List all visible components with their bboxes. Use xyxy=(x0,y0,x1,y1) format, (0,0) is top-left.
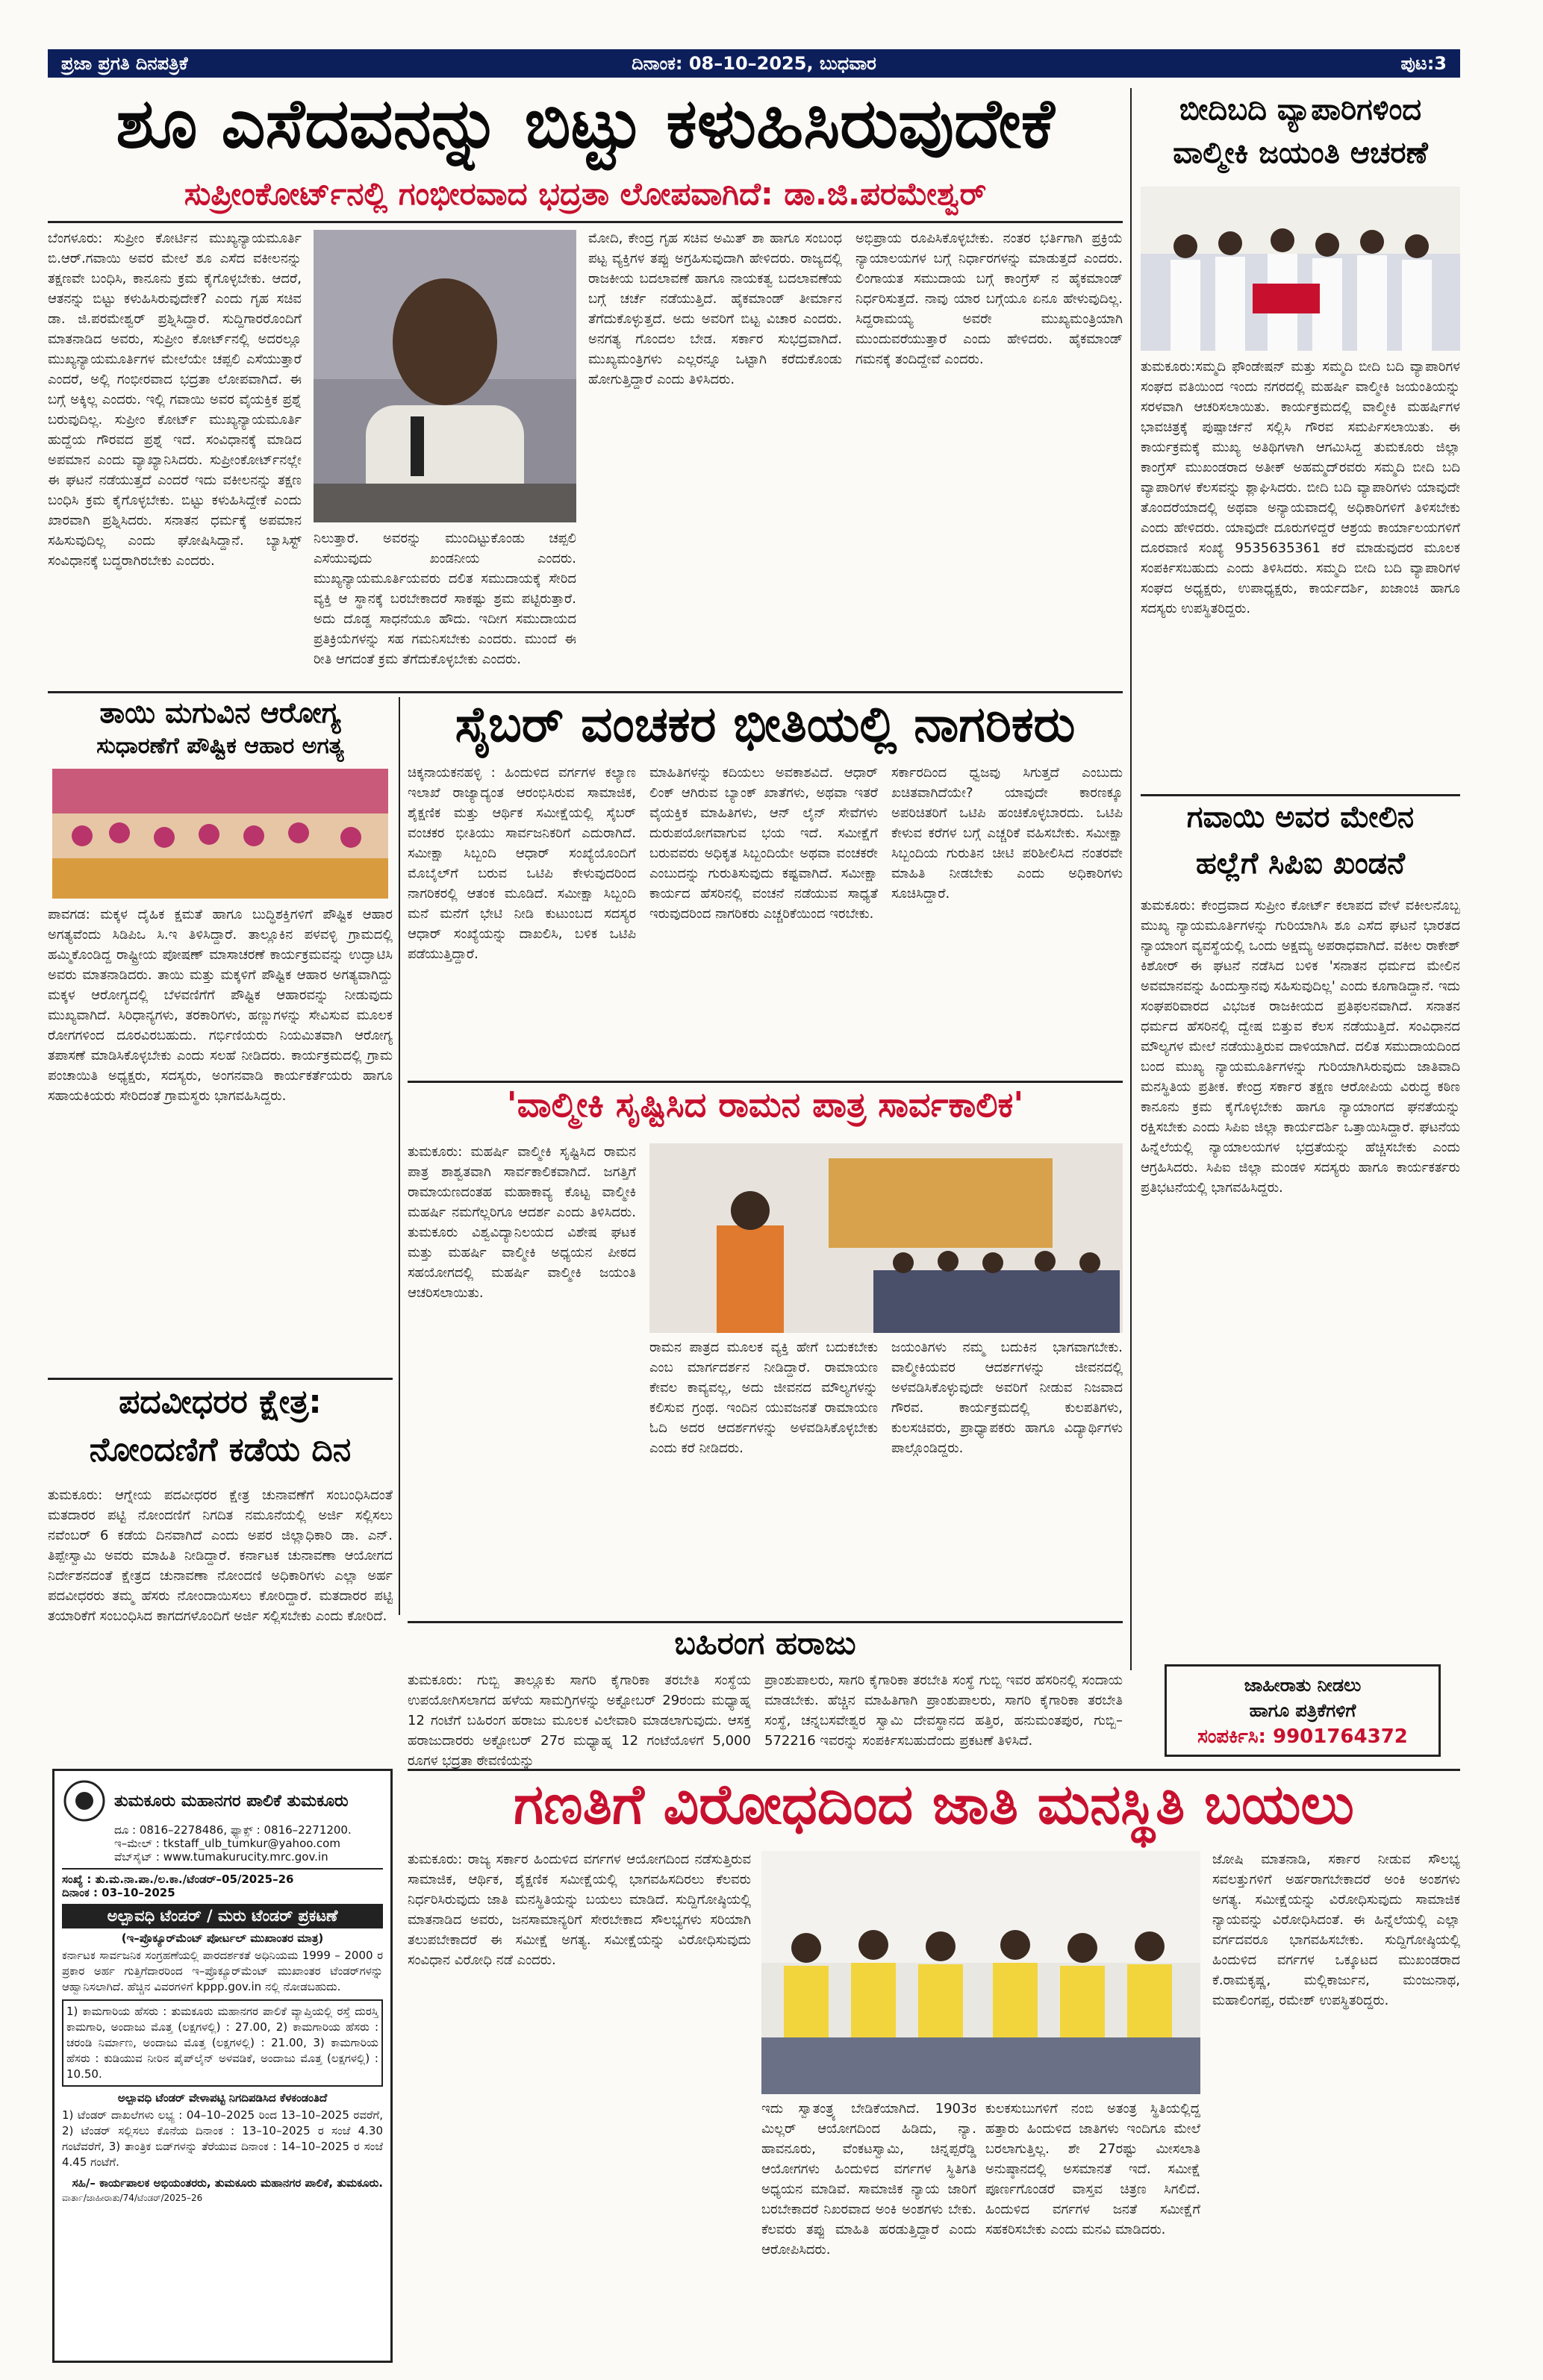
masthead-date: ದಿನಾಂಕ: 08–10–2025, ಬುಧವಾರ xyxy=(632,53,876,74)
advertise-line-1: ಜಾಹೀರಾತು ನೀಡಲು xyxy=(1244,1675,1362,1696)
lead-subhead: ಸುಪ್ರೀಂಕೋರ್ಟ್‌ನಲ್ಲಿ ಗಂಭೀರವಾದ ಭದ್ರತಾ ಲೋಪವಾಗಿದೆ: ಡಾ.ಜಿ.ಪರಮೇಶ್ವರ್ xyxy=(184,175,987,212)
graduates-headline-2: ನೋಂದಣಿಗೆ ಕಡೆಯ ದಿನ xyxy=(89,1431,352,1469)
tender-phone: ದೂ : 0816–2278486, ಫ್ಯಾಕ್ಸ್ : 0816–2271200. xyxy=(114,1823,352,1837)
right-column-rule xyxy=(1130,88,1132,1670)
mother-child-headline-1: ತಾಯಿ ಮಗುವಿನ ಆರೋಗ್ಯ xyxy=(99,696,341,729)
valmiki-column-2: ರಾಮನ ಪಾತ್ರದ ಮೂಲಕ ವ್ಯಕ್ತಿ ಹೇಗೆ ಬದುಕಬೇಕು ಎಂಬ ಮಾರ್ಗದರ್ಶನ ನೀಡಿದ್ದಾರೆ. ರಾಮಾಯಣ ಕೇವಲ ಕಾವ್ಯವಲ್ಲ, ಅದು ಜೀವನದ ಮೌಲ್ಯಗಳನ್ನು ಕಲಿಸುವ ಗ್ರಂಥ. ಇಂದಿನ ಯುವಜನತೆ ರಾಮಾಯಣ ಓದಿ ಅದರ ಆದರ್ಶಗಳನ್ನು ಅಳವಡಿಸಿಕೊಳ್ಳಬೇಕು ಎಂದು ಕರೆ ನೀಡಿದರು. xyxy=(649,1340,878,1456)
lead-photo xyxy=(314,230,576,522)
masthead-paper-name: ಪ್ರಜಾ ಪ್ರಗತಿ ದಿನಪತ್ರಿಕೆ xyxy=(61,53,188,74)
lead-rule xyxy=(48,221,1123,223)
rule-below-lead xyxy=(48,691,1123,693)
tender-signature: ಸಹಿ/– ಕಾರ್ಯಪಾಲಕ ಅಭಿಯಂತರರು, ತುಮಕೂರು ಮಹಾನಗರ ಪಾಲಿಕೆ, ತುಮಕೂರು. xyxy=(72,2176,383,2190)
university-event-image xyxy=(649,1143,1123,1333)
tender-ref: ಸಂಖ್ಯೆ : ತು.ಮ.ನಾ.ಪಾ./ಲ.ಕಾ./ಟೆಂಡರ್–05/2025–26 xyxy=(62,1873,294,1886)
lead-headline: ಶೂ ಎಸೆದವನನ್ನು ಬಿಟ್ಟು ಕಳುಹಿಸಿರುವುದೇಕೆ xyxy=(116,84,1055,163)
lead-column-2: ನಿಲುತ್ತಾರೆ. ಅವರನ್ನು ಮುಂದಿಟ್ಟುಕೊಂಡು ಚಪ್ಪಲಿ ಎಸೆಯುವುದು ಖಂಡನೀಯ ಎಂದರು. ಮುಖ್ಯನ್ಯಾಯಮೂರ್ತಿಯವರು ದಲಿತ ಸಮುದಾಯಕ್ಕೆ ಸೇರಿದ ವ್ಯಕ್ತಿ ಆ ಸ್ಥಾನಕ್ಕೆ ಬರಬೇಕಾದರೆ ಸಾಕಷ್ಟು ಶ್ರಮ ಪಟ್ಟಿರುತ್ತಾರೆ. ಅದು ದೊಡ್ಡ ಸಾಧನೆಯೂ ಹೌದು. ಇದೀಗ ಸಮುದಾಯದ ಪ್ರತಿಕ್ರಿಯೆಗಳನ್ನು ಸಹ ಗಮನಿಸಬೇಕು ಎಂದರು. ಮುಂದೆ ಈ ರೀತಿ ಆಗದಂತೆ ಕ್ರಮ ತೆಗೆದುಕೊಳ್ಳಬೇಕು ಎಂದರು. xyxy=(314,531,576,667)
tender-footer-code: ವಾರ್ತಾ/ಜಾಹೀರಾತು/74/ಟೆಂಡರ್/2025–26 xyxy=(62,2193,203,2203)
valmiki-quote-headline: 'ವಾಲ್ಮೀಕಿ ಸೃಷ್ಟಿಸಿದ ರಾಮನ ಪಾತ್ರ ಸಾರ್ವಕಾಲಿಕ' xyxy=(506,1084,1024,1125)
tender-schedule: 1) ಟೆಂಡರ್ ದಾಖಲೆಗಳು ಲಭ್ಯ : 04–10–2025 ರಿಂದ 13–10–2025 ರವರೆಗೆ, 2) ಟೆಂಡರ್ ಸಲ್ಲಿಸಲು ಕೊನೆಯ ದಿನಾಂಕ : 13–10–2025 ರ ಸಂಜೆ 4.30 ಗಂಟೆವರೆಗೆ, 3) ತಾಂತ್ರಿಕ ಬಿಡ್‌ಗಳನ್ನು ತೆರೆಯುವ ದಿನಾಂಕ : 14–10–2025 ರ ಸಂಜೆ 4.45 ಗಂಟೆಗೆ. xyxy=(62,2108,383,2169)
advertise-line-2: ಹಾಗೂ ಪತ್ರಿಕೆಗಳಿಗೆ xyxy=(1249,1700,1356,1721)
advertise-box xyxy=(1165,1664,1441,1757)
mother-child-photo xyxy=(52,769,388,899)
masthead-page-number: ಪುಟ:3 xyxy=(1400,53,1447,74)
valmiki-column-3: ಜಯಂತಿಗಳು ನಮ್ಮ ಬದುಕಿನ ಭಾಗವಾಗಬೇಕು. ವಾಲ್ಮೀಕಿಯವರ ಆದರ್ಶಗಳನ್ನು ಜೀವನದಲ್ಲಿ ಅಳವಡಿಸಿಕೊಳ್ಳುವುದೇ ಅವರಿಗೆ ನೀಡುವ ನಿಜವಾದ ಗೌರವ. ಕಾರ್ಯಕ್ರಮದಲ್ಲಿ ಕುಲಪತಿಗಳು, ಕುಲಸಚಿವರು, ಪ್ರಾಧ್ಯಾಪಕರು ಹಾಗೂ ವಿದ್ಯಾರ್ಥಿಗಳು ಪಾಲ್ಗೊಂಡಿದ್ದರು. xyxy=(891,1340,1123,1456)
cyber-headline: ಸೈಬರ್ ವಂಚಕರ ಭೀತಿಯಲ್ಲಿ ನಾಗರಿಕರು xyxy=(455,696,1076,753)
rule-above-caste xyxy=(408,1769,1460,1771)
cpi-body: ತುಮಕೂರು: ಕೇಂದ್ರವಾದ ಸುಪ್ರೀಂ ಕೋರ್ಟ್ ಕಲಾಪದ ವೇಳೆ ವಕೀಲನೊಬ್ಬ ಮುಖ್ಯ ನ್ಯಾಯಮೂರ್ತಿಗಳನ್ನು ಗುರಿಯಾಗಿಸಿ ಶೂ ಎಸೆದ ಘಟನೆ ಭಾರತದ ನ್ಯಾಯಾಂಗ ವ್ಯವಸ್ಥೆಯಲ್ಲಿ ಒಂದು ಅಕ್ಷಮ್ಯ ಅಪರಾಧವಾಗಿದೆ. ವಕೀಲ ರಾಕೇಶ್ ಕಿಶೋರ್ ಈ ಘಟನೆ ನಡೆಸಿದ ಬಳಿಕ 'ಸನಾತನ ಧರ್ಮದ ಮೇಲಿನ ಅವಮಾನವನ್ನು ಹಿಂದುಸ್ತಾನವು ಸಹಿಸುವುದಿಲ್ಲ' ಎಂದು ಕೂಗಾಡಿದ್ದಾನೆ. ಇದು ಸಂಘಪರಿವಾರದ ವಿಭಜಕ ರಾಜಕೀಯದ ಪ್ರತಿಫಲನವಾಗಿದೆ. ಸನಾತನ ಧರ್ಮದ ಹೆಸರಿನಲ್ಲಿ ದ್ವೇಷ ಬಿತ್ತುವ ಕೆಲಸ ನಡೆಯುತ್ತಿದೆ. ಸಂವಿಧಾನದ ಮೌಲ್ಯಗಳ ಮೇಲೆ ನಡೆಯುತ್ತಿರುವ ದಾಳಿಯಾಗಿದೆ. ದಲಿತ ಸಮುದಾಯದಿಂದ ಬಂದ ಮುಖ್ಯ ನ್ಯಾಯಮೂರ್ತಿಗಳನ್ನು ಗುರಿಯಾಗಿಸಿರುವುದು ಜಾತಿವಾದಿ ಮನಸ್ಥಿತಿಯ ಪ್ರತೀಕ. ಕೇಂದ್ರ ಸರ್ಕಾರ ತಕ್ಷಣ ಆರೋಪಿಯ ವಿರುದ್ಧ ಕಠಿಣ ಕಾನೂನು ಕ್ರಮ ಕೈಗೊಳ್ಳಬೇಕು ಹಾಗೂ ನ್ಯಾಯಾಂಗದ ಘನತೆಯನ್ನು ರಕ್ಷಿಸಬೇಕು ಎಂದು ಸಿಪಿಐ ಜಿಲ್ಲಾ ಕಾರ್ಯದರ್ಶಿ ಒತ್ತಾಯಿಸಿದ್ದಾರೆ. ಘಟನೆಯ ಹಿನ್ನೆಲೆಯಲ್ಲಿ ನ್ಯಾಯಾಲಯಗಳ ಭದ್ರತೆಯನ್ನು ಹೆಚ್ಚಿಸಬೇಕು ಎಂದು ಆಗ್ರಹಿಸಿದರು. ಸಿಪಿಐ ಜಿಲ್ಲಾ ಮಂಡಳಿ ಸದಸ್ಯರು ಹಾಗೂ ಕಾರ್ಯಕರ್ತರು ಪ್ರತಿಭಟನೆಯಲ್ಲಿ ಭಾಗವಹಿಸಿದ್ದರು. xyxy=(1141,898,1460,1196)
caste-photo xyxy=(761,1851,1200,2094)
lead-column-3: ಮೋದಿ, ಕೇಂದ್ರ ಗೃಹ ಸಚಿವ ಅಮಿತ್ ಶಾ ಹಾಗೂ ಸಂಬಂಧ ಪಟ್ಟ ವ್ಯಕ್ತಿಗಳ ತಪ್ಪು ಅಗ್ರಹಿಸುವುದಾಗಿ ಹೇಳಿದರು. ರಾಜ್ಯದಲ್ಲಿ ರಾಜಕೀಯ ಬದಲಾವಣೆ ಹಾಗೂ ನಾಯಕತ್ವ ಬದಲಾವಣೆಯ ಬಗ್ಗೆ ಚರ್ಚೆ ನಡೆಯುತ್ತಿದೆ. ಹೈಕಮಾಂಡ್ ತೀರ್ಮಾನ ತೆಗೆದುಕೊಳ್ಳುತ್ತದೆ. ಅದು ಅವರಿಗೆ ಬಿಟ್ಟ ವಿಚಾರ ಎಂದರು. ಅನಗತ್ಯ ಗೊಂದಲ ಬೇಡ. ಸರ್ಕಾರ ಸುಭದ್ರವಾಗಿದೆ. ಮುಖ್ಯಮಂತ್ರಿಗಳು ಎಲ್ಲರನ್ನೂ ಒಟ್ಟಾಗಿ ಕರೆದುಕೊಂಡು ಹೋಗುತ್ತಿದ್ದಾರೆ ಎಂದು ತಿಳಿಸಿದರು. xyxy=(588,231,842,387)
tender-notice xyxy=(52,1769,393,2363)
graduates-headline-1: ಪದವೀಧರರ ಕ್ಷೇತ್ರ: xyxy=(119,1383,322,1421)
auction-headline: ಬಹಿರಂಗ ಹರಾಜು xyxy=(674,1625,856,1661)
caste-column-2: ಇದು ಸ್ವಾತಂತ್ರ್ಯ ಬೇಡಿಕೆಯಾಗಿದೆ. 1903ರ ಮಿಲ್ಲರ್ ಆಯೋಗದಿಂದ ಹಿಡಿದು, ನ್ಯಾ. ಹಾವನೂರು, ವೆಂಕಟಸ್ವಾಮಿ, ಚಿನ್ನಪ್ಪರೆಡ್ಡಿ ಆಯೋಗಗಳು ಹಿಂದುಳಿದ ವರ್ಗಗಳ ಸ್ಥಿತಿಗತಿ ಅಧ್ಯಯನ ಮಾಡಿವೆ. ಸಾಮಾಜಿಕ ನ್ಯಾಯ ಜಾರಿಗೆ ಬರಬೇಕಾದರೆ ನಿಖರವಾದ ಅಂಕಿ ಅಂಶಗಳು ಬೇಕು. ಕೆಲವರು ತಪ್ಪು ಮಾಹಿತಿ ಹರಡುತ್ತಿದ್ದಾರೆ ಎಂದು ಆರೋಪಿಸಿದರು. xyxy=(761,2101,976,2258)
valmiki-jayanti-photo xyxy=(1141,187,1460,351)
rule-below-cyber xyxy=(408,1081,1123,1083)
tender-title: ಅಲ್ಪಾವಧಿ ಟೆಂಡರ್ / ಮರು ಟೆಂಡರ್ ಪ್ರಕಟಣೆ xyxy=(62,1904,383,1928)
rule-mother-cyber xyxy=(399,697,400,1615)
advertise-contact: ಸಂಪರ್ಕಿಸಿ: 9901764372 xyxy=(1197,1725,1408,1748)
tender-email: ಇ–ಮೇಲ್ : tkstaff_ulb_tumkur@yahoo.com xyxy=(114,1837,340,1850)
cpi-headline-2: ಹಲ್ಲೆಗೆ ಸಿಪಿಐ ಖಂಡನೆ xyxy=(1195,846,1405,881)
graduates-body: ತುಮಕೂರು: ಆಗ್ನೇಯ ಪದವೀಧರರ ಕ್ಷೇತ್ರ ಚುನಾವಣೆಗೆ ಸಂಬಂಧಿಸಿದಂತೆ ಮತದಾರರ ಪಟ್ಟಿ ನೋಂದಣಿಗೆ ನಿಗದಿತ ನಮೂನೆಯಲ್ಲಿ ಅರ್ಜಿ ಸಲ್ಲಿಸಲು ನವೆಂಬರ್ 6 ಕಡೆಯ ದಿನವಾಗಿದೆ ಎಂದು ಅಪರ ಜಿಲ್ಲಾಧಿಕಾರಿ ಡಾ. ಎನ್. ತಿಪ್ಪೇಸ್ವಾಮಿ ಅವರು ಮಾಹಿತಿ ನೀಡಿದ್ದಾರೆ. ಕರ್ನಾಟಕ ಚುನಾವಣಾ ಆಯೋಗದ ನಿರ್ದೇಶನದಂತೆ ಕ್ಷೇತ್ರದ ಚುನಾವಣಾ ನೋಂದಣಿ ಅಧಿಕಾರಿಗಳು ಎಲ್ಲಾ ಅರ್ಹ ಪದವೀಧರರು ತಮ್ಮ ಹೆಸರು ನೋಂದಾಯಿಸಲು ಕೋರಿದ್ದಾರೆ. ಮತದಾರರ ಪಟ್ಟಿ ತಯಾರಿಕೆಗೆ ಸಂಬಂಧಿಸಿದ ಕಾಗದಗಳೊಂದಿಗೆ ಅರ್ಜಿ ಸಲ್ಲಿಸಬೇಕು ಎಂದು ಕೋರಿದೆ. xyxy=(48,1487,393,1624)
mother-child-body: ಪಾವಗಡ: ಮಕ್ಕಳ ದೈಹಿಕ ಕ್ಷಮತೆ ಹಾಗೂ ಬುದ್ಧಿಶಕ್ತಿಗಳಿಗೆ ಪೌಷ್ಟಿಕ ಆಹಾರ ಅಗತ್ಯವೆಂದು ಸಿಡಿಪಿಒ ಸಿ.ಇ ತಿಳಿಸಿದ್ದಾರೆ. ತಾಲ್ಲೂಕಿನ ಪಳವಳ್ಳಿ ಗ್ರಾಮದಲ್ಲಿ ಹಮ್ಮಿಕೊಂಡಿದ್ದ ರಾಷ್ಟ್ರೀಯ ಪೋಷಣ್ ಮಾಸಾಚರಣೆ ಕಾರ್ಯಕ್ರಮವನ್ನು ಉದ್ಘಾಟಿಸಿ ಅವರು ಮಾತನಾಡಿದರು. ತಾಯಿ ಮತ್ತು ಮಕ್ಕಳಿಗೆ ಪೌಷ್ಟಿಕ ಆಹಾರ ಅಗತ್ಯವಾಗಿದ್ದು ಮಕ್ಕಳ ಆರೋಗ್ಯದಲ್ಲಿ ಬೆಳವಣಿಗೆಗೆ ಪೌಷ್ಟಿಕ ಆಹಾರವನ್ನು ನೀಡುವುದು ಮುಖ್ಯವಾಗಿದೆ. ಸಿರಿಧಾನ್ಯಗಳು, ತರಕಾರಿಗಳು, ಹಣ್ಣುಗಳನ್ನು ಸೇವಿಸುವ ಮೂಲಕ ರೋಗಗಳಿಂದ ದೂರವಿರಬಹುದು. ಗರ್ಭಿಣಿಯರು ನಿಯಮಿತವಾಗಿ ಆರೋಗ್ಯ ತಪಾಸಣೆ ಮಾಡಿಸಿಕೊಳ್ಳಬೇಕು ಎಂದು ಸಲಹೆ ನೀಡಿದರು. ಕಾರ್ಯಕ್ರಮದಲ್ಲಿ ಗ್ರಾಮ ಪಂಚಾಯಿತಿ ಅಧ್ಯಕ್ಷರು, ಸದಸ್ಯರು, ಅಂಗನವಾಡಿ ಕಾರ್ಯಕರ್ತೆಯರು ಹಾಗೂ ಸಹಾಯಕಿಯರು ಸೇರಿದಂತೆ ಗ್ರಾಮಸ್ಥರು ಭಾಗವಹಿಸಿದ್ದರು. xyxy=(48,907,393,1104)
minister-portrait-image xyxy=(314,230,576,522)
tender-website: ವೆಬ್‌ಸೈಟ್ : www.tumakurucity.mrc.gov.in xyxy=(114,1850,328,1864)
masthead-bar xyxy=(48,49,1460,78)
caste-column-3: ಕುಲಕಸುಬುಗಳಿಗೆ ನಂಬಿ ಅತಂತ್ರ ಸ್ಥಿತಿಯಲ್ಲಿದ್ದ ಹತ್ತಾರು ಹಿಂದುಳಿದ ಜಾತಿಗಳು ಇಂದಿಗೂ ಮೇಲೆ ಬರಲಾಗುತ್ತಿಲ್ಲ. ಶೇ 27ರಷ್ಟು ಮೀಸಲಾತಿ ಅನುಷ್ಠಾನದಲ್ಲಿ ಅಸಮಾನತೆ ಇದೆ. ಸಮೀಕ್ಷೆ ಪೂರ್ಣಗೊಂಡರೆ ವಾಸ್ತವ ಚಿತ್ರಣ ಸಿಗಲಿದೆ. ಹಿಂದುಳಿದ ವರ್ಗಗಳ ಜನತೆ ಸಮೀಕ್ಷೆಗೆ ಸಹಕರಿಸಬೇಕು ಎಂದು ಮನವಿ ಮಾಡಿದರು. xyxy=(985,2101,1200,2237)
tender-schedule-title: ಅಲ್ಪಾವಧಿ ಟೆಂಡರ್ ವೇಳಾಪಟ್ಟಿ ನಿಗದಿಪಡಿಸಿದ ಕೆಳಕಂಡಂತಿದೆ xyxy=(117,2091,328,2105)
tender-items: 1) ಕಾಮಗಾರಿಯ ಹೆಸರು : ತುಮಕೂರು ಮಹಾನಗರ ಪಾಲಿಕೆ ವ್ಯಾಪ್ತಿಯಲ್ಲಿ ರಸ್ತೆ ದುರಸ್ತಿ ಕಾಮಗಾರಿ, ಅಂದಾಜು ಮೊತ್ತ (ಲಕ್ಷಗಳಲ್ಲಿ) : 27.00, 2) ಕಾಮಗಾರಿಯ ಹೆಸರು : ಚರಂಡಿ ನಿರ್ಮಾಣ, ಅಂದಾಜು ಮೊತ್ತ (ಲಕ್ಷಗಳಲ್ಲಿ) : 21.00, 3) ಕಾಮಗಾರಿಯ ಹೆಸರು : ಕುಡಿಯುವ ನೀರಿನ ಪೈಪ್‌ಲೈನ್ ಅಳವಡಿಕೆ, ಅಂದಾಜು ಮೊತ್ತ (ಲಕ್ಷಗಳಲ್ಲಿ) : 10.50. xyxy=(62,1999,383,2087)
tender-date: ದಿನಾಂಕ : 03–10–2025 xyxy=(62,1886,175,1899)
valmiki-column-1: ತುಮಕೂರು: ಮಹರ್ಷಿ ವಾಲ್ಮೀಕಿ ಸೃಷ್ಟಿಸಿದ ರಾಮನ ಪಾತ್ರ ಶಾಶ್ವತವಾಗಿ ಸಾರ್ವಕಾಲಿಕವಾಗಿದೆ. ಜಗತ್ತಿಗೆ ರಾಮಾಯಣದಂತಹ ಮಹಾಕಾವ್ಯ ಕೊಟ್ಟ ವಾಲ್ಮೀಕಿ ಮಹರ್ಷಿ ನಮಗೆಲ್ಲರಿಗೂ ಆದರ್ಶ ಎಂದು ತಿಳಿಸಿದರು. ತುಮಕೂರು ವಿಶ್ವವಿದ್ಯಾನಿಲಯದ ವಿಶೇಷ ಘಟಕ ಮತ್ತು ಮಹರ್ಷಿ ವಾಲ್ಮೀಕಿ ಅಧ್ಯಯನ ಪೀಠದ ಸಹಯೋಗದಲ್ಲಿ ಮಹರ್ಷಿ ವಾಲ್ಮೀಕಿ ಜಯಂತಿ ಆಚರಿಸಲಾಯಿತು. xyxy=(408,1144,636,1301)
street-vendors-group-image xyxy=(1141,187,1460,351)
caste-column-1: ತುಮಕೂರು: ರಾಜ್ಯ ಸರ್ಕಾರ ಹಿಂದುಳಿದ ವರ್ಗಗಳ ಆಯೋಗದಿಂದ ನಡೆಸುತ್ತಿರುವ ಸಾಮಾಜಿಕ, ಆರ್ಥಿಕ, ಶೈಕ್ಷಣಿಕ ಸಮೀಕ್ಷೆಯಲ್ಲಿ ಭಾಗವಹಿಸದಿರಲು ಕೆಲವರು ನಿರ್ಧರಿಸಿರುವುದು ಜಾತಿ ಮನಸ್ಥಿತಿಯನ್ನು ಬಯಲು ಮಾಡಿದೆ. ಸುದ್ದಿಗೋಷ್ಠಿಯಲ್ಲಿ ಮಾತನಾಡಿದ ಅವರು, ಜನಸಾಮಾನ್ಯರಿಗೆ ಸೇರಬೇಕಾದ ಸೌಲಭ್ಯಗಳು ಸರಿಯಾಗಿ ತಲುಪಬೇಕಾದರೆ ಈ ಸಮೀಕ್ಷೆ ಅಗತ್ಯ. ಸಮೀಕ್ಷೆಯನ್ನು ವಿರೋಧಿಸುವುದು ಸಂವಿಧಾನ ವಿರೋಧಿ ನಡೆ ಎಂದರು. xyxy=(408,1852,751,1968)
caste-headline: ಗಣತಿಗೆ ವಿರೋಧದಿಂದ ಜಾತಿ ಮನಸ್ಥಿತಿ ಬಯಲು xyxy=(514,1772,1354,1837)
lead-column-1: ಬೆಂಗಳೂರು: ಸುಪ್ರೀಂ ಕೋರ್ಟಿನ ಮುಖ್ಯನ್ಯಾಯಮೂರ್ತಿ ಬಿ.ಆರ್.ಗವಾಯಿ ಅವರ ಮೇಲೆ ಶೂ ಎಸೆದ ವಕೀಲನನ್ನು ತಕ್ಷಣವೇ ಬಂಧಿಸಿ, ಕಾನೂನು ಕ್ರಮ ಕೈಗೊಳ್ಳಬೇಕು. ಆದರೆ, ಆತನನ್ನು ಬಿಟ್ಟು ಕಳುಹಿಸಿರುವುದೇಕೆ? ಎಂದು ಗೃಹ ಸಚಿವ ಡಾ. ಜಿ.ಪರಮೇಶ್ವರ್ ಪ್ರಶ್ನಿಸಿದ್ದಾರೆ. ಸುದ್ದಿಗಾರರೊಂದಿಗೆ ಮಾತನಾಡಿದ ಅವರು, ಸುಪ್ರೀಂ ಕೋರ್ಟ್‌ನಲ್ಲಿ ಅದರಲ್ಲೂ ಮುಖ್ಯನ್ಯಾಯಮೂರ್ತಿಗಳ ಮೇಲೆಯೇ ಚಪ್ಪಲಿ ಎಸೆಯುತ್ತಾರೆ ಎಂದರೆ, ಅಲ್ಲಿ ಗಂಭೀರವಾದ ಭದ್ರತಾ ಲೋಪವಾಗಿದೆ. ಈ ಬಗ್ಗೆ ಅಕ್ಕಿಲ್ಲ ಎಂದರು. ಇಲ್ಲಿ ಗವಾಯಿ ಅವರ ವೈಯಕ್ತಿಕ ಪ್ರಶ್ನೆ ಬರುವುದಿಲ್ಲ. ಸುಪ್ರೀಂ ಕೋರ್ಟ್ ಮುಖ್ಯನ್ಯಾಯಮೂರ್ತಿ ಹುದ್ದೆಯ ಗೌರವದ ಪ್ರಶ್ನೆ ಇದೆ. ಸಂವಿಧಾನಕ್ಕೆ ಮಾಡಿದ ಅಪಮಾನ ಎಂದು ವ್ಯಾಖ್ಯಾನಿಸಿದರು. ಸುಪ್ರೀಂಕೋರ್ಟ್‌ನಲ್ಲೇ ಈ ಘಟನೆ ನಡೆಯುತ್ತದೆ ಎಂದರೆ ಇದು ವಕೀಲನನ್ನು ತಕ್ಷಣ ಬಂಧಿಸಿ ಕ್ರಮ ಕೈಗೊಳ್ಳಬೇಕು. ಬಿಟ್ಟು ಕಳುಹಿಸಿದ್ದೇಕೆ ಎಂದು ಖಾರವಾಗಿ ಪ್ರಶ್ನಿಸಿದರು. ಸನಾತನ ಧರ್ಮಕ್ಕೆ ಅಪಮಾನ ಸಹಿಸುವುದಿಲ್ಲ ಎಂದು ಘೋಷಿಸಿದ್ದಾನೆ. ಬ್ಯಾಸಿಸ್ಟ್ ಸಂವಿಧಾನಕ್ಕೆ ಬದ್ಧರಾಗಿರಬೇಕು ಎಂದರು. xyxy=(48,231,302,569)
rule-above-graduates xyxy=(48,1378,393,1380)
valmiki-photo xyxy=(649,1143,1123,1333)
nutrition-event-image xyxy=(52,769,388,899)
mother-child-headline-2: ಸುಧಾರಣೆಗೆ ಪೌಷ್ಟಿಕ ಆಹಾರ ಅಗತ್ಯ xyxy=(96,733,344,759)
municipal-emblem-icon xyxy=(62,1778,107,1823)
caste-column-4: ಜೋಷಿ ಮಾತನಾಡಿ, ಸರ್ಕಾರ ನೀಡುವ ಸೌಲಭ್ಯ ಸವಲತ್ತುಗಳಿಗೆ ಅರ್ಹರಾಗಬೇಕಾದರೆ ಅಂಕಿ ಅಂಶಗಳು ಅಗತ್ಯ. ಸಮೀಕ್ಷೆಯನ್ನು ವಿರೋಧಿಸುವುದು ಸಾಮಾಜಿಕ ನ್ಯಾಯವನ್ನು ವಿರೋಧಿಸಿದಂತೆ. ಈ ಹಿನ್ನೆಲೆಯಲ್ಲಿ ಎಲ್ಲಾ ವರ್ಗದವರೂ ಭಾಗವಹಿಸಬೇಕು. ಸುದ್ದಿಗೋಷ್ಠಿಯಲ್ಲಿ ಹಿಂದುಳಿದ ವರ್ಗಗಳ ಒಕ್ಕೂಟದ ಮುಖಂಡರಾದ ಕೆ.ರಾಮಕೃಷ್ಣ, ಮಲ್ಲಿಕಾರ್ಜುನ, ಮಂಜುನಾಥ, ಮಹಾಲಿಂಗಪ್ಪ, ರಮೇಶ್ ಉಪಸ್ಥಿತರಿದ್ದರು. xyxy=(1212,1852,1460,2008)
tender-org-name: ತುಮಕೂರು ಮಹಾನಗರ ಪಾಲಿಕೆ ತುಮಕೂರು xyxy=(114,1791,349,1811)
valmiki-jayanti-body: ತುಮಕೂರು:ಸಮ್ಮದಿ ಫೌಂಡೇಷನ್ ಮತ್ತು ಸಮ್ಮದಿ ಬೀದಿ ಬದಿ ವ್ಯಾಪಾರಿಗಳ ಸಂಘದ ವತಿಯಿಂದ ಇಂದು ನಗರದಲ್ಲಿ ಮಹರ್ಷಿ ವಾಲ್ಮೀಕಿ ಜಯಂತಿಯನ್ನು ಸರಳವಾಗಿ ಆಚರಿಸಲಾಯಿತು. ಕಾರ್ಯಕ್ರಮದಲ್ಲಿ ವಾಲ್ಮೀಕಿ ಮಹರ್ಷಿಗಳ ಭಾವಚಿತ್ರಕ್ಕೆ ಪುಷ್ಪಾರ್ಚನೆ ಸಲ್ಲಿಸಿ ಗೌರವ ಸಮರ್ಪಿಸಲಾಯಿತು. ಈ ಕಾರ್ಯಕ್ರಮಕ್ಕೆ ಮುಖ್ಯ ಅತಿಥಿಗಳಾಗಿ ಆಗಮಿಸಿದ್ದ ತುಮಕೂರು ಜಿಲ್ಲಾ ಕಾಂಗ್ರೆಸ್ ಮುಖಂಡರಾದ ಅತೀಕ್ ಅಹಮ್ಮದ್‌ರವರು ಸಮ್ಮದಿ ಬೀದಿ ಬದಿ ವ್ಯಾಪಾರಿಗಳ ಕೆಲಸವನ್ನು ಶ್ಲಾಘಿಸಿದರು. ಬೀದಿ ಬದಿ ವ್ಯಾಪಾರಿಗಳು ಯಾವುದೇ ತೊಂದರೆಯಾದಲ್ಲಿ ಅಥವಾ ಅನ್ಯಾಯವಾದಲ್ಲಿ ಅಧಿಕಾರಿಗಳಿಗೆ ತಿಳಿಸಬೇಕು ಎಂದು ಹೇಳಿದರು. ಯಾವುದೇ ದೂರುಗಳಿದ್ದರೆ ಆಶ್ರಯ ಕಾರ್ಯಾಲಯಗಳಿಗೆ ದೂರವಾಣಿ ಸಂಖ್ಯೆ 9535635361 ಕರೆ ಮಾಡುವುದರ ಮೂಲಕ ಸಂಪರ್ಕಿಸಬಹುದು ಎಂದು ತಿಳಿಸಿದರು. ಸಮ್ಮದಿ ಬೀದಿ ಬದಿ ವ್ಯಾಪಾರಿಗಳ ಸಂಘದ ಅಧ್ಯಕ್ಷರು, ಉಪಾಧ್ಯಕ್ಷರು, ಕಾರ್ಯದರ್ಶಿ, ಖಜಾಂಚಿ ಹಾಗೂ ಸದಸ್ಯರು ಉಪಸ್ಥಿತರಿದ್ದರು. xyxy=(1141,359,1460,616)
cyber-column-1: ಚಿಕ್ಕನಾಯಕನಹಳ್ಳಿ : ಹಿಂದುಳಿದ ವರ್ಗಗಳ ಕಲ್ಯಾಣ ಇಲಾಖೆ ರಾಜ್ಯಾದ್ಯಂತ ಆರಂಭಿಸಿರುವ ಸಾಮಾಜಿಕ, ಶೈಕ್ಷಣಿಕ ಮತ್ತು ಆರ್ಥಿಕ ಸಮೀಕ್ಷೆಯಲ್ಲಿ ಸೈಬರ್ ವಂಚಕರ ಭೀತಿಯು ಸಾರ್ವಜನಿಕರಿಗೆ ಎದುರಾಗಿದೆ. ಸಮೀಕ್ಷಾ ಸಿಬ್ಬಂದಿ ಆಧಾರ್ ಸಂಖ್ಯೆಯೊಂದಿಗೆ ಮೊಬೈಲ್‌ಗೆ ಬರುವ ಒಟಿಪಿ ಕೇಳುವುದರಿಂದ ನಾಗರಿಕರಲ್ಲಿ ಆತಂಕ ಮೂಡಿದೆ. ಸಮೀಕ್ಷಾ ಸಿಬ್ಬಂದಿ ಮನೆ ಮನೆಗೆ ಭೇಟಿ ನೀಡಿ ಕುಟುಂಬದ ಸದಸ್ಯರ ಆಧಾರ್ ಸಂಖ್ಯೆಯನ್ನು ದಾಖಲಿಸಿ, ಬಳಿಕ ಒಟಿಪಿ ಪಡೆಯುತ್ತಿದ್ದಾರೆ. xyxy=(408,765,636,962)
lead-column-4: ಅಭಿಪ್ರಾಯ ರೂಪಿಸಿಕೊಳ್ಳಬೇಕು. ನಂತರ ಭರ್ತಿಗಾಗಿ ಪ್ರಕ್ರಿಯೆ ನ್ಯಾಯಾಲಯಗಳ ಬಗ್ಗೆ ನಿರ್ಧಾರಗಳನ್ನು ಮಾಡುತ್ತದೆ ಎಂದರು. ಲಿಂಗಾಯತ ಸಮುದಾಯ ಬಗ್ಗೆ ಕಾಂಗ್ರೆಸ್ ನ ಹೈಕಮಾಂಡ್ ನಿರ್ಧರಿಸುತ್ತದೆ. ನಾವು ಯಾರ ಬಗ್ಗೆಯೂ ಏನೂ ಹೇಳುವುದಿಲ್ಲ. ಸಿದ್ದರಾಮಯ್ಯ ಅವರೇ ಮುಖ್ಯಮಂತ್ರಿಯಾಗಿ ಮುಂದುವರೆಯುತ್ತಾರೆ ಎಂದು ಹೇಳಿದರು. ಹೈಕಮಾಂಡ್ ಗಮನಕ್ಕೆ ತಂದಿದ್ದೇವೆ ಎಂದರು. xyxy=(855,231,1123,367)
cyber-column-3: ಸರ್ಕಾರದಿಂದ ಧ್ವಜವು ಸಿಗುತ್ತದೆ ಎಂಬುದು ಖಚಿತವಾಗಿದೆಯೇ? ಯಾವುದೇ ಕಾರಣಕ್ಕೂ ಅಪರಿಚಿತರಿಗೆ ಒಟಿಪಿ ಹಂಚಿಕೊಳ್ಳಬಾರದು. ಒಟಿಪಿ ಕೇಳುವ ಕರೆಗಳ ಬಗ್ಗೆ ಎಚ್ಚರಿಕೆ ವಹಿಸಬೇಕು. ಸಮೀಕ್ಷಾ ಸಿಬ್ಬಂದಿಯ ಗುರುತಿನ ಚೀಟಿ ಪರಿಶೀಲಿಸಿದ ನಂತರವೇ ಮಾಹಿತಿ ನೀಡಬೇಕು ಎಂದು ಅಧಿಕಾರಿಗಳು ಸೂಚಿಸಿದ್ದಾರೆ. xyxy=(891,765,1123,902)
auction-column-1: ತುಮಕೂರು: ಗುಬ್ಬಿ ತಾಲ್ಲೂಕು ಸಾಗರಿ ಕೈಗಾರಿಕಾ ತರಬೇತಿ ಸಂಸ್ಥೆಯ ಉಪಯೋಗಿಸಲಾಗದ ಹಳೆಯ ಸಾಮಗ್ರಿಗಳನ್ನು ಅಕ್ಟೋಬರ್ 29ರಂದು ಮಧ್ಯಾಹ್ನ 12 ಗಂಟೆಗೆ ಬಹಿರಂಗ ಹರಾಜು ಮೂಲಕ ವಿಲೇವಾರಿ ಮಾಡಲಾಗುವುದು. ಆಸಕ್ತ ಹರಾಜುದಾರರು ಅಕ್ಟೋಬರ್ 27ರ ಮಧ್ಯಾಹ್ನ 12 ಗಂಟೆಯೊಳಗೆ 5,000 ರೂಗಳ ಭದ್ರತಾ ಠೇವಣಿಯನ್ನು xyxy=(408,1672,751,1769)
valmiki-jayanti-headline: ಬೀದಿಬದಿ ವ್ಯಾಪಾರಿಗಳಿಂದ ವಾಲ್ಮೀಕಿ ಜಯಂತಿ ಆಚರಣೆ xyxy=(1173,93,1428,170)
tender-subtitle: (ಇ–ಪ್ರೊಕ್ಯೂರ್‌ಮೆಂಟ್ ಪೋರ್ಟಲ್ ಮುಖಾಂತರ ಮಾತ್ರ) xyxy=(121,1931,324,1945)
auction-column-2: ಪ್ರಾಂಶುಪಾಲರು, ಸಾಗರಿ ಕೈಗಾರಿಕಾ ತರಬೇತಿ ಸಂಸ್ಥೆ ಗುಬ್ಬಿ ಇವರ ಹೆಸರಿನಲ್ಲಿ ಸಂದಾಯ ಮಾಡಬೇಕು. ಹೆಚ್ಚಿನ ಮಾಹಿತಿಗಾಗಿ ಪ್ರಾಂಶುಪಾಲರು, ಸಾಗರಿ ಕೈಗಾರಿಕಾ ತರಬೇತಿ ಸಂಸ್ಥೆ, ಚನ್ನಬಸವೇಶ್ವರ ಸ್ವಾಮಿ ದೇವಸ್ಥಾನದ ಹತ್ತಿರ, ಹನುಮಂತಪುರ, ಗುಬ್ಬಿ–572216 ಇವರನ್ನು ಸಂಪರ್ಕಿಸಬಹುದೆಂದು ಪ್ರಕಟಣೆ ತಿಳಿಸಿದೆ. xyxy=(764,1672,1123,1749)
tender-body: ಕರ್ನಾಟಕ ಸಾರ್ವಜನಿಕ ಸಂಗ್ರಹಣೆಯಲ್ಲಿ ಪಾರದರ್ಶಕತೆ ಅಧಿನಿಯಮ 1999 – 2000 ರ ಪ್ರಕಾರ ಅರ್ಹ ಗುತ್ತಿಗೆದಾರರಿಂದ ಇ–ಪ್ರೊಕ್ಯೂರ್‌ಮೆಂಟ್ ಮುಖಾಂತರ ಟೆಂಡರ್‌ಗಳನ್ನು ಆಹ್ವಾನಿಸಲಾಗಿದೆ. ಹೆಚ್ಚಿನ ವಿವರಗಳಿಗೆ kppp.gov.in ನಲ್ಲಿ ನೋಡಬಹುದು. xyxy=(62,1949,383,1993)
cyber-column-2: ಮಾಹಿತಿಗಳನ್ನು ಕದಿಯಲು ಅವಕಾಶವಿದೆ. ಆಧಾರ್ ಲಿಂಕ್ ಆಗಿರುವ ಬ್ಯಾಂಕ್ ಖಾತೆಗಳು, ಅಥವಾ ಇತರೆ ವೈಯಕ್ತಿಕ ಮಾಹಿತಿಗಳು, ಆನ್ ಲೈನ್ ಸೇವೆಗಳು ದುರುಪಯೋಗವಾಗುವ ಭಯ ಇದೆ. ಸಮೀಕ್ಷೆಗೆ ಬರುವವರು ಅಧಿಕೃತ ಸಿಬ್ಬಂದಿಯೇ ಅಥವಾ ವಂಚಕರೇ ಎಂಬುದನ್ನು ಗುರುತಿಸುವುದು ಕಷ್ಟವಾಗಿದೆ. ಸಮೀಕ್ಷಾ ಕಾರ್ಯದ ಹೆಸರಿನಲ್ಲಿ ವಂಚನೆ ನಡೆಯುವ ಸಾಧ್ಯತೆ ಇರುವುದರಿಂದ ನಾಗರಿಕರು ಎಚ್ಚರಿಕೆಯಿಂದ ಇರಬೇಕು. xyxy=(649,765,878,922)
rule-below-valmiki xyxy=(408,1621,1123,1623)
rule-right-1 xyxy=(1141,794,1460,796)
press-meet-image xyxy=(761,1851,1200,2094)
cpi-headline-1: ಗವಾಯಿ ಅವರ ಮೇಲಿನ xyxy=(1186,800,1415,834)
